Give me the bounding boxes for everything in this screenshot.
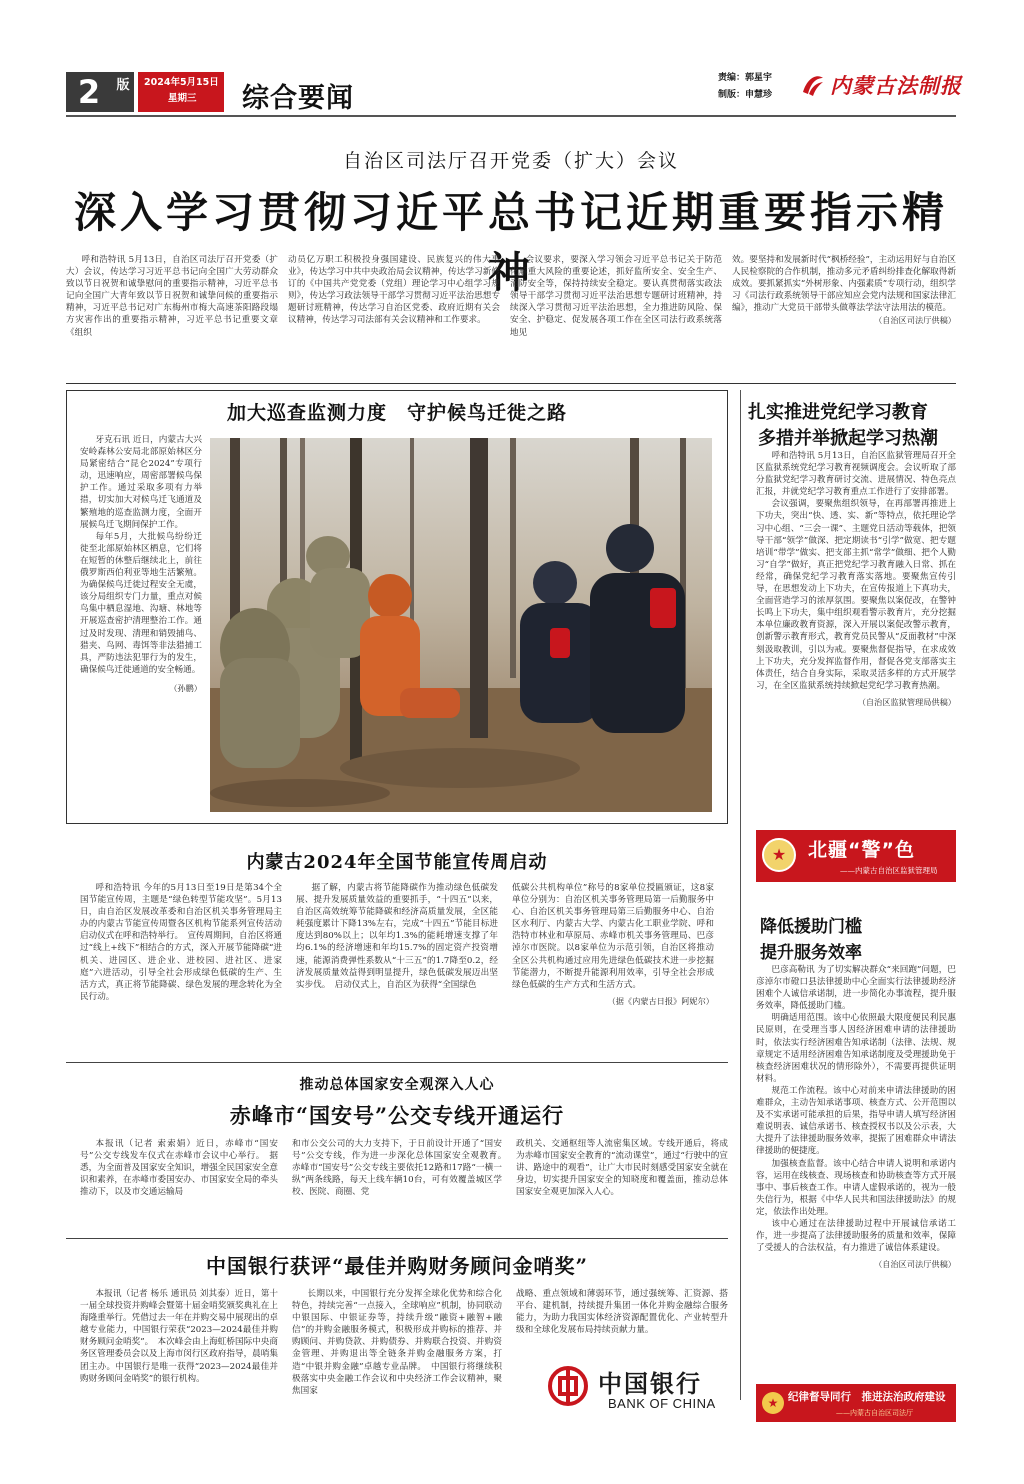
legal-aid-text: 巴彦高勒讯 为了切实解决群众“来回跑”问题，巴彦淖尔市磴口县法律援助中心全面实行法律援助经济困难个人诚信承诺制，进一步简化办事流程，提升服务效率，降低援助门槛。 明确适用范围。该中心依照最大限度便民利民惠民原则，在受理当事人因经济困难申请的法律援助时，依法实行经济困难告知承诺制（法律、法规、规章规定不适用经济困难告知承诺制度及受理援助免于核查经济困难状况的情形除外），不需要再提供证明材料。 规范工作流程。该中心对前来申请法律援助的困难群众，主动告知承诺事项、核查方式、公开范围以及不实承诺可能承担的后果，指导申请人填写经济困难说明表、诚信承诺书、核查授权书以及公示表，大大提升了法律援助服务效率，提振了困难群众申请法律援助的便捷度。 加强核查监督。该中心结合申请人说明和承诺内容，运用在线核查、现场核查和协助核查等方式开展事中、事后核查工作。申请人虚假承诺的，视为一般失信行为，根据《中华人民共和国法律援助法》的规定，依法作出处理。 该中心通过在法律援助过程中开展诚信承诺工作，进一步提高了法律援助服务的质量和效率，保障了受援人的合法权益，有力推进了诚信体系建设。 （自治区司法厅供稿）: [756, 965, 956, 1270]
lead-headline: 深入学习贯彻习近平总书记近期重要指示精神: [73, 188, 948, 297]
boc-col-1: 本报讯（记者 杨乐 通讯员 刘其泰）近日，第十一届全球投资并购峰会暨第十届金哨奖颁奖典礼在上海隆重举行。凭借过去一年在并购交易中展现出的卓越专业能力，中国银行荣获“2023—2024最佳并购财务顾问金哨奖”。 本次峰会由上海虹桥国际中央商务区管理委员会以及上海市闵行区政府指导，晨哨集团主办。中国银行是唯一获得“2023—2024最佳并购财务顾问金哨奖”的银行机构。: [80, 1289, 278, 1384]
date-block: [138, 72, 224, 112]
boc-logo: [548, 1362, 728, 1422]
lead-kicker: 自治区司法厅召开党委（扩大）会议: [342, 150, 679, 172]
lead-col-4: 效。要坚持和发展新时代“枫桥经验”，主动运用好与自治区人民检察院的合作机制，推动多元矛盾纠纷排查化解取得新成效。要抓紧抓实“外树形象、内强素质”专项行动，组织学习《司法行政系统领导干部应知应会党内法规和国家法律汇编》，推动广大党员干部带头做尊法学法守法用法的模范。 （自治区司法厅供稿）: [732, 255, 956, 326]
page-number: 2: [77, 73, 101, 111]
bird-headline: 加大巡查监测力度 守护候鸟迁徙之路: [226, 402, 567, 424]
lead-col-2: 动员亿万职工积极投身强国建设、民族复兴的伟大事业》，传达学习中共中央政治局会议精神，传达学习新修订的《中国共产党党委（党组）理论学习中心组学习规则》，传达学习政法领导干部学习贯彻习近平法治思想专题研讨班精神，传达学习自治区党委、政府近期有关会议精神，传达学习司法部有关会议精神和工作要求。: [288, 255, 500, 326]
police-banner-title: 北疆“警”色: [808, 839, 915, 861]
lead-col-3: 会议要求，要深入学习领会习近平总书记关于防范化解重大风险的重要论述，抓好监所安全、安全生产、消防安全等，保持持续安全稳定。要认真贯彻落实政法领导干部学习贯彻习近平法治思想专题研讨班精神，持续深入学习贯彻习近平法治思想，全力推进防风险、保安全、护稳定、促发展各项工作在全区司法行政系统落地见: [510, 255, 722, 338]
bus-headline: 赤峰市“国安号”公交专线开通运行: [229, 1103, 565, 1128]
bus-col-1: 本报讯（记者 索索娟）近日，赤峰市“国安号”公交专线发车仪式在赤峰市会议中心举行。 据悉，为全面普及国家安全知识，增强全民国家安全意识和素养，在赤峰市委国安办、市国家安全局的牵头推动下，以及市交通运输局: [80, 1139, 278, 1198]
ban-label: 版: [116, 78, 130, 93]
energy-col-3: 低碳公共机构单位”称号的8家单位授匾颁证，这8家单位分别为：自治区机关事务管理局第一后勤服务中心、自治区机关事务管理局第三后勤服务中心、自治区水利厅、内蒙古大学、内蒙古化工职业学院、呼和浩特市林业和草原局、赤峰市机关事务管理局、巴彦淖尔市医院。以8家单位为示范引领，自治区将推动全区公共机构通过应用先进绿色低碳技术进一步挖掘节能潜力，不断提升能源利用效率，引导全社会形成绿色低碳的生产方式和生活方式。 （据《内蒙古日报》阿妮尔）: [512, 883, 714, 1006]
right-column-rule: [740, 390, 741, 1400]
bottom-banner-sub: ——内蒙古自治区司法厅: [836, 1409, 913, 1417]
boc-col-2: 长期以来，中国银行充分发挥全球化优势和综合化特色，持续完善“一点接入，全球响应”机制，协同联动中银国际、中银证券等，持续升级“融资+融智+融信”的并购金融服务模式，积极形成并购标的推荐、并购顾问、并购贷款、并购债券、并购联合投资、并购资金管理、并购退出等全链条并购金融服务方案，打造“中银并购金融”卓越专业品牌。 中国银行将继续积极落实中央金融工作会议和中央经济工作会议精神，聚焦国家: [292, 1289, 502, 1396]
boc-name-cn: 中国银行: [598, 1369, 702, 1398]
bottom-banner: [756, 1384, 956, 1422]
energy-col-1: 呼和浩特讯 今年的5月13日至19日是第34个全国节能宣传周，主题是“绿色转型节能攻坚”。5月13日，由自治区发展改革委和自治区机关事务管理局主办的内蒙古节能宣传周暨各区机构节能系列宣传活动启动仪式在呼和浩特举行。 宣传周期间，自治区将通过“线上+线下”相结合的方式，深入开展节能降碳“进机关、进园区、进企业、进校园、进社区、进家庭”六进活动，引导全社会形成绿色低碳的生产、生活方式，真正将节能降碳、绿色发展的理念转化为全民行动。: [80, 883, 282, 1002]
paper-name: 内蒙古法制报: [830, 73, 962, 98]
news-photo: [210, 438, 712, 812]
police-banner-subtitle: ——内蒙古自治区监狱管理局: [840, 866, 938, 875]
section-title: 综合要闻: [242, 83, 354, 114]
page-number-block: [66, 72, 112, 112]
bird-byline: （孙鹏）: [169, 682, 202, 693]
issue-weekday: 星期三: [168, 93, 197, 104]
issue-date: 2024年5月15日: [144, 77, 219, 88]
masthead-rule: [66, 115, 956, 117]
jijian-text: 呼和浩特讯 5月13日，自治区监狱管理局召开全区监狱系统党纪学习教育视频调度会。会议听取了部分监狱党纪学习教育研讨交流、进展情况、特色亮点汇报，并就党纪学习教育重点工作进行了安排部署。 会议强调，要聚焦组织领导，在再部署再推进上下功夫，突出“快、透、实、新”等特点，依托理论学习中心组、“三会一课”、主题党日活动等载体，把领导干部“领学”做深、把定期读书“引学”做宽、把专题培训“带学”做实、把支部主抓“常学”做细、把个人勤习“自学”做好，真正把党纪学习教育融入日常、抓在经常，确保党纪学习教育落实落地。要聚焦宣传引导，在思想发动上下功夫，在宣传报道上下真功夫，全面营造学习的浓厚氛围。要聚焦以案促改，在警钟长鸣上下功夫，集中组织观看警示教育片，充分挖掘本单位廉政教育资源，深入开展以案促改警示教育，创新警示教育形式，教育党员民警从“反面教材”中深刻汲取教训，引以为戒。要聚焦督促指导，在求成效上下功夫，充分发挥监督作用，督促各党支部落实主体责任，结合自身实际，采取灵活多样的方式开展学习，在全区监狱系统持续掀起党纪学习教育热潮。 （自治区监狱管理局供稿）: [756, 451, 956, 707]
forest-patrol-photo: [210, 438, 712, 812]
boc-headline: 中国银行获评“最佳并购财务顾问金哨奖”: [205, 1254, 588, 1278]
legal-aid-byline: （自治区司法厅供稿）: [874, 1259, 956, 1270]
police-banner: [756, 830, 956, 882]
boc-col-3: 战略、重点领域和薄弱环节，通过强统筹、汇资源、搭平台、建机制，持续提升集团一体化并购金融综合服务能力，为助力我国实体经济资源配置优化、产业转型升级和全球化发展布局持续贡献力量。: [516, 1289, 728, 1336]
ban-label-block: [112, 72, 134, 112]
boc-name-en: BANK OF CHINA: [608, 1396, 716, 1411]
bus-top-rule: [66, 1062, 728, 1063]
lead-col-1: 呼和浩特讯 5月13日，自治区司法厅召开党委（扩大）会议，传达学习习近平总书记向全国广大劳动群众致以节日祝贺和诚挚慰问的重要指示精神，习近平总书记向全国广大青年致以节日祝贺和诚挚问候的重要指示精神，习近平总书记对广东梅州市梅大高速茶阳路段塌方灾害作出的重要指示精神，习近平总书记重要文章《组织: [66, 255, 278, 338]
editor-credit: 责编：郭星宇: [718, 73, 773, 83]
bus-kicker: 推动总体国家安全观深入人心: [299, 1077, 495, 1093]
producer-credit: 制版：申慧珍: [718, 90, 773, 100]
paper-logo: [800, 70, 962, 100]
energy-byline: （据《内蒙古日报》阿妮尔）: [607, 995, 714, 1006]
jijian-headline-1: 扎实推进党纪学习教育: [748, 402, 928, 423]
bottom-banner-text: 纪律督导同行 推进法治政府建设: [788, 1391, 946, 1403]
bus-col-3: 政机关、交通枢纽等人流密集区域。专线开通后，将成为赤峰市国家安全教育的“流动课堂”，通过“行驶中的宣讲、路途中的观看”，让广大市民时刻感受国家安全就在身边，切实提升国家安全的知晓度和覆盖面，推动总体国家安全观更加深入人心。: [516, 1139, 728, 1198]
lead-byline: （自治区司法厅供稿）: [874, 315, 956, 326]
paper-logo-icon: [800, 72, 826, 98]
bus-col-2: 和市公交公司的大力支持下，于日前设计开通了“国安号”公交专线，作为进一步深化总体国家安全观教育。 赤峰市“国安号”公交专线主要依托12路和17路“一横一纵”两条线路，每天上线车辆10台，可有效覆盖城区学校、医院、商圈、党: [292, 1139, 511, 1198]
boc-top-rule: [66, 1238, 728, 1239]
police-badge-icon: ★: [762, 838, 796, 872]
boc-logo-icon: [548, 1366, 588, 1406]
bird-text: 牙克石讯 近日，内蒙古大兴安岭森林公安局北部原始林区分局紧密结合“昆仑2024”专项行动，迅速响应，周密部署候鸟保护工作。通过采取多项有力举措，切实加大对候鸟迁飞通道及繁殖地的巡查监测力度，全面开展候鸟迁飞期间保护工作。 每年5月，大批候鸟纷纷迁徙至北部原始林区栖息，它们将在短暂的休整后继续北上，前往俄罗斯西伯利亚等地生活繁殖。为确保候鸟迁徙过程安全无虞，该分局组织专门力量，重点对候鸟集中栖息湿地、沟塘、林地等开展巡查密护清理整治工作。通过及时发现、清理和销毁捕鸟、猎夹、鸟网、毒饵等非法猎捕工具，严防违法犯罪行为的发生，确保候鸟迁徙通道的安全畅通。 （孙鹏）: [80, 435, 202, 693]
energy-col-2: 据了解，内蒙古将节能降碳作为推动绿色低碳发展、提升发展质量效益的重要抓手，“十四五”以来，自治区高效统筹节能降碳和经济高质量发展，全区能耗强度累计下降13%左右，完成“十四五”节能目标进度达到80%以上；以年均1.3%的能耗增速支撑了年均6.1%的经济增速和年均15.7%的固定资产投资增速，能源消费弹性系数从“十三五”的1.7降至0.2，经济发展质量效益得到明显提升，绿色低碳发展迈出坚实步伐。 启动仪式上，自治区为获得“全国绿色: [296, 883, 498, 990]
party-emblem-icon: ★: [762, 1392, 784, 1414]
energy-headline: 内蒙古2024年全国节能宣传周启动: [246, 852, 548, 873]
legal-aid-headline-1: 降低援助门槛: [760, 917, 862, 937]
jijian-headline-2: 多措并举掀起学习热潮: [758, 428, 938, 449]
lead-bottom-rule: [66, 383, 956, 384]
jijian-byline: （自治区监狱管理局供稿）: [857, 696, 956, 707]
legal-aid-headline-2: 提升服务效率: [760, 943, 862, 963]
